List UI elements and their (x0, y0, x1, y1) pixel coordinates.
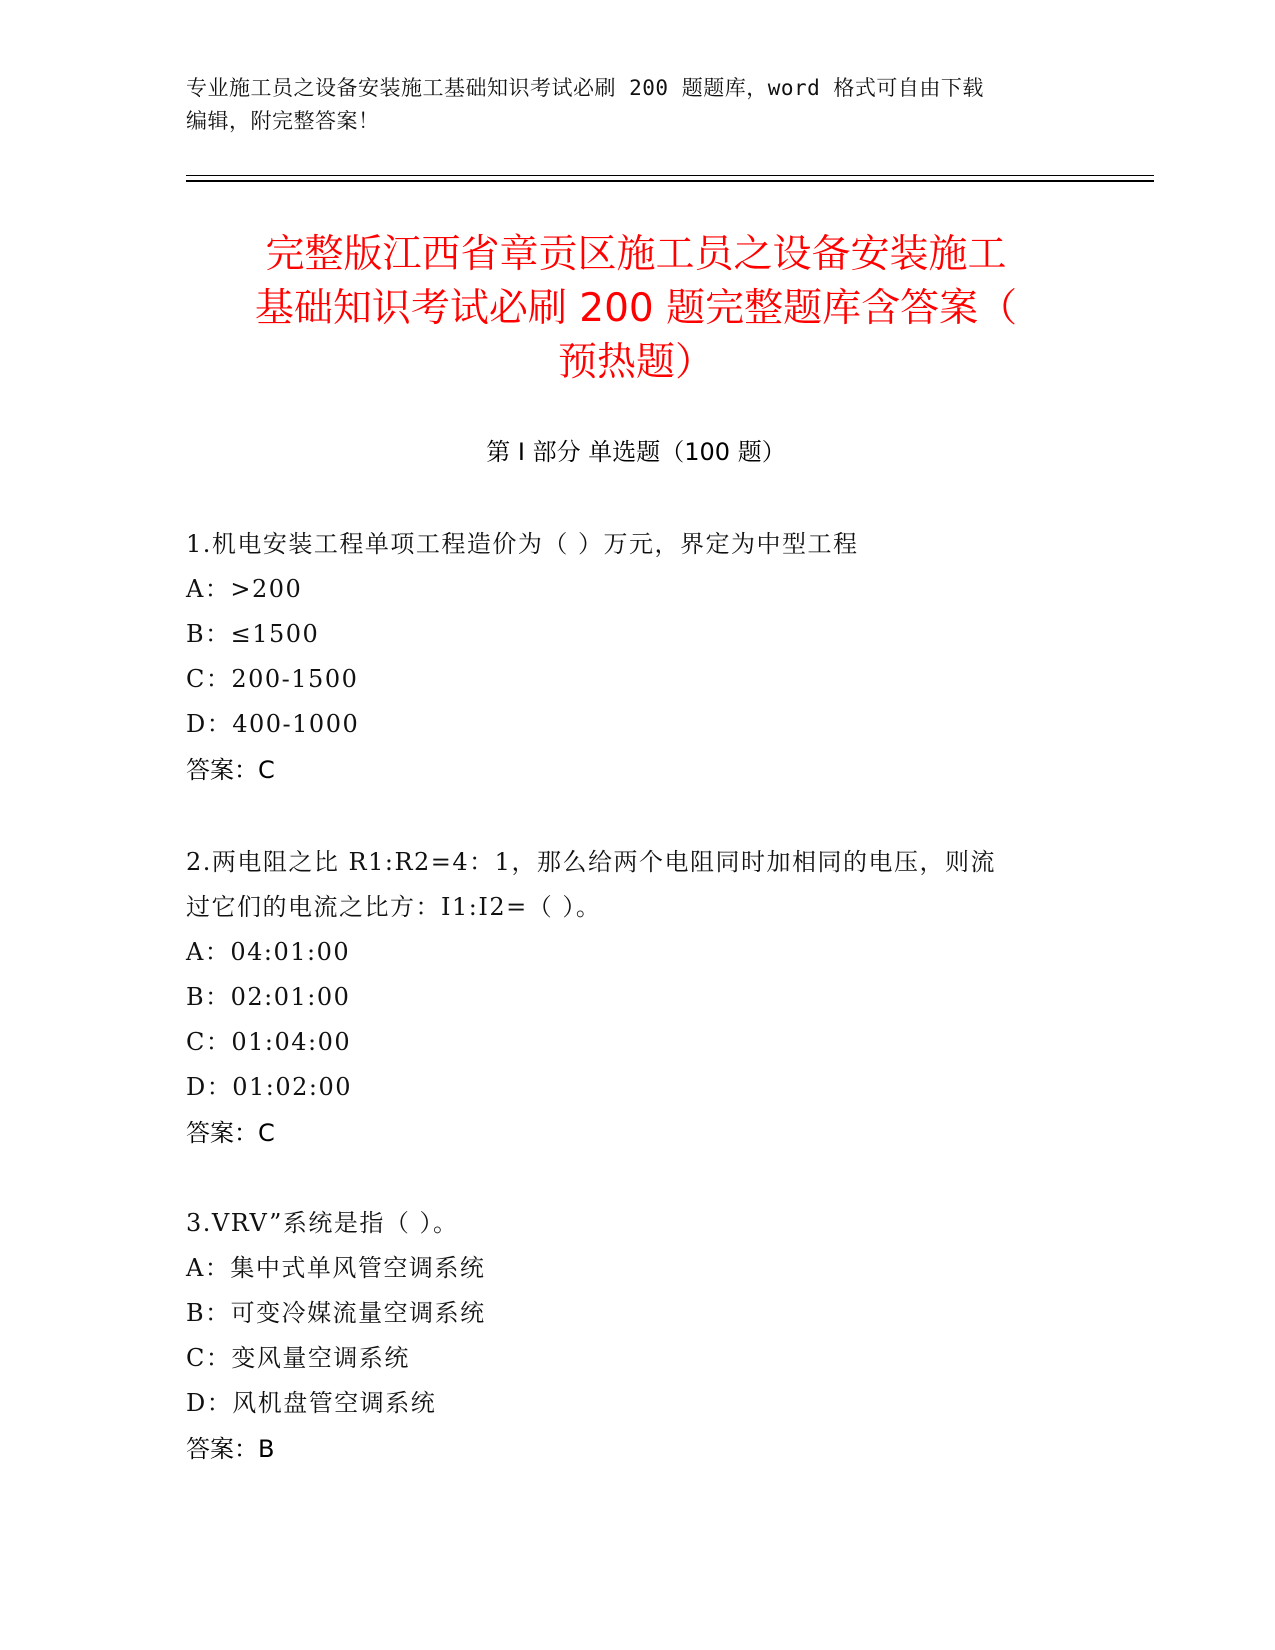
question-2-option-c: C：01:04:00 (186, 1028, 352, 1056)
question-2-answer: 答案：C (186, 1119, 275, 1147)
question-1 (186, 522, 1076, 793)
question-1-stem: 1.机电安装工程单项工程造价为（ ）万元，界定为中型工程 (186, 530, 859, 558)
question-2-option-b: B：02:01:00 (186, 983, 351, 1011)
header-divider-thick (186, 180, 1154, 182)
question-2-option-a: A：04:01:00 (186, 938, 351, 966)
question-1-option-c: C：200-1500 (186, 665, 359, 693)
question-1-option-d: D：400-1000 (186, 710, 360, 738)
question-3-option-d: D：风机盘管空调系统 (186, 1389, 437, 1417)
question-2 (186, 840, 1076, 1156)
question-3-option-b: B：可变冷媒流量空调系统 (186, 1299, 486, 1327)
header-divider-thin (186, 175, 1154, 176)
question-3-answer: 答案：B (186, 1435, 275, 1463)
question-2-stem-line-1: 2.两电阻之比 R1:R2=4：1，那么给两个电阻同时加相同的电压，则流 (186, 848, 996, 876)
document-title-line-1: 完整版江西省章贡区施工员之设备安装施工 (265, 232, 1007, 277)
question-1-option-a: A：>200 (186, 575, 303, 603)
question-2-option-d: D：01:02:00 (186, 1073, 353, 1101)
question-3-stem: 3.VRV”系统是指（ ）。 (186, 1209, 459, 1237)
header-note-line-2: 编辑，附完整答案！ (186, 109, 380, 133)
document-title-line-3: 预热题） (557, 340, 714, 385)
question-1-option-b: B：≤1500 (186, 620, 320, 648)
question-1-answer: 答案：C (186, 756, 275, 784)
header-note-line-1: 专业施工员之设备安装施工基础知识考试必刷 200 题题库，word 格式可自由下载 (186, 76, 984, 100)
question-3-option-c: C：变风量空调系统 (186, 1344, 410, 1372)
document-title (186, 228, 1086, 390)
question-2-stem-line-2: 过它们的电流之比方：I1:I2=（ ）。 (186, 893, 602, 921)
question-3-option-a: A：集中式单风管空调系统 (186, 1254, 486, 1282)
document-title-line-2: 基础知识考试必刷 200 题完整题库含答案（ (254, 286, 1018, 331)
question-3 (186, 1201, 1076, 1472)
header-note (186, 72, 1066, 138)
section-title: 第 I 部分 单选题（100 题） (486, 438, 786, 466)
